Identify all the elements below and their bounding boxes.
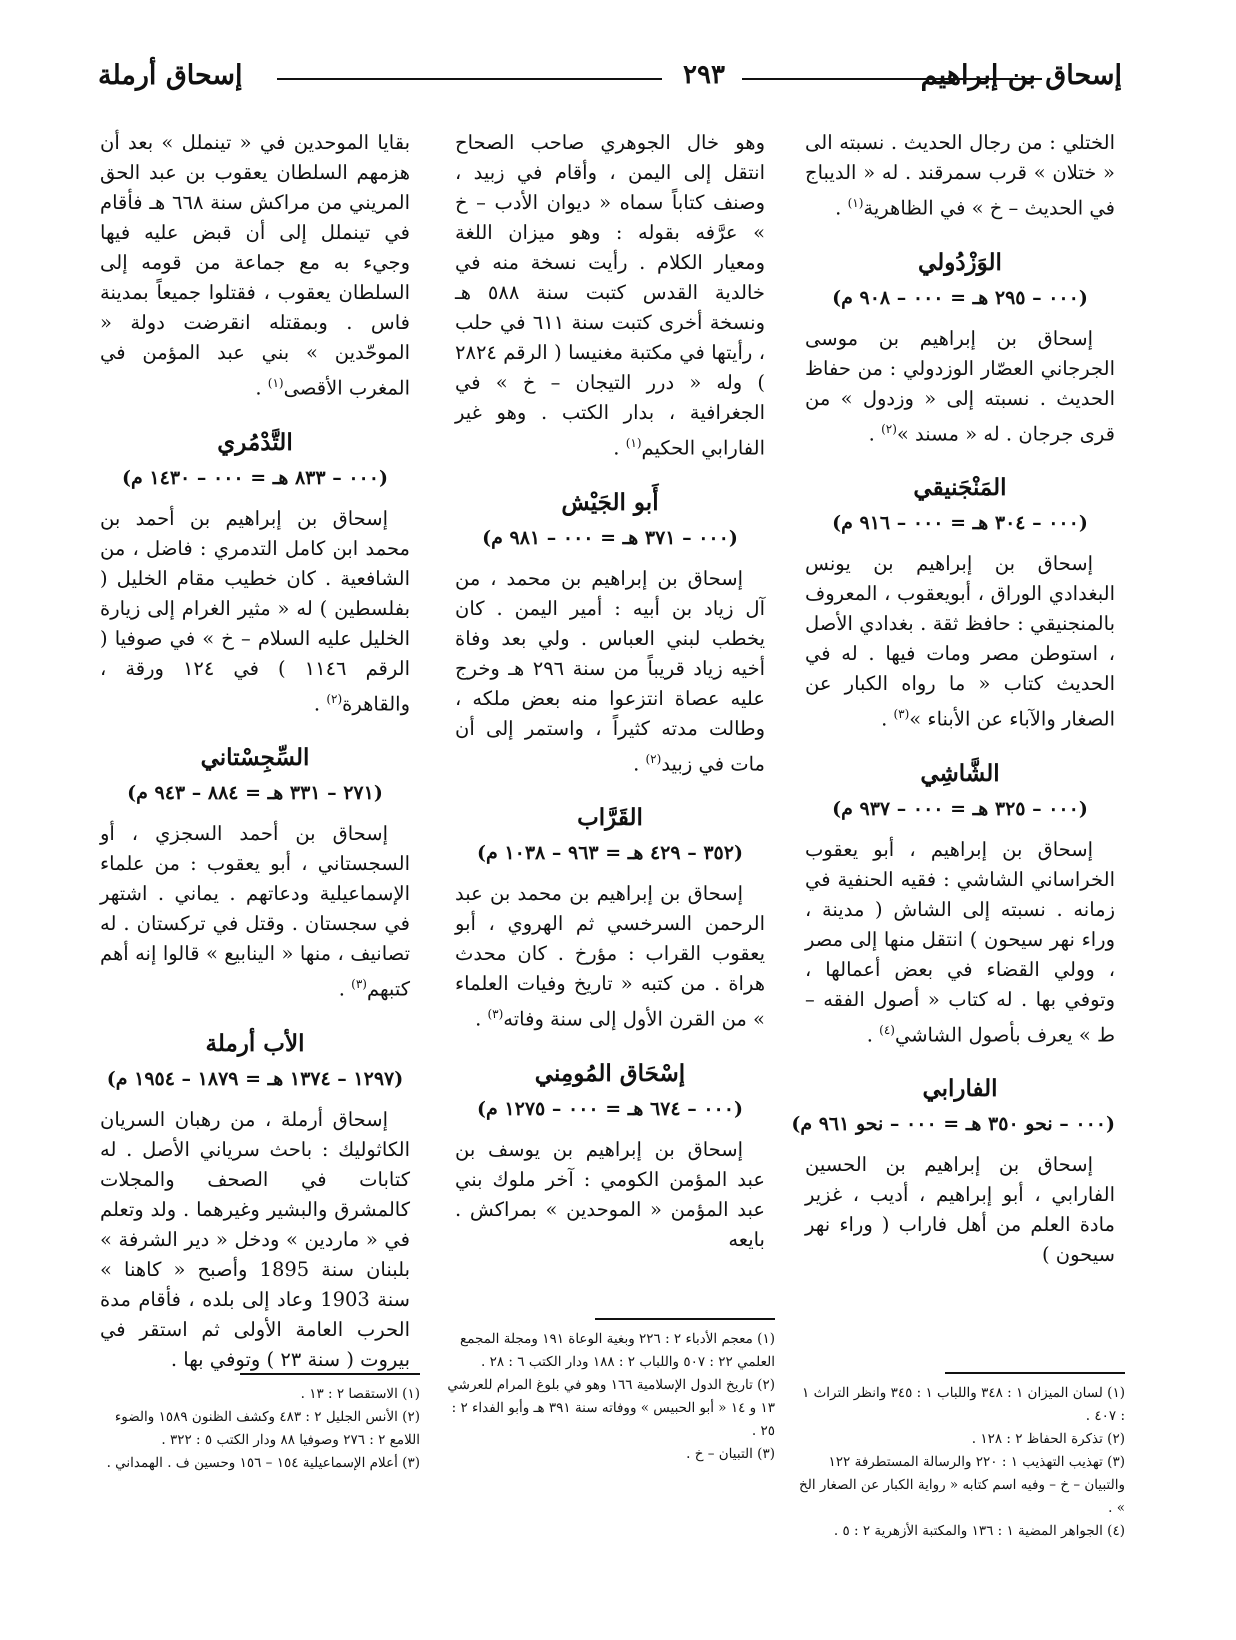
entry-dates: (٠٠٠ – ٣٢٥ هـ = ٠٠٠ – ٩٣٧ م) [832, 797, 1088, 820]
footnote: (١) الاستقصا ٢ : ١٣ . [300, 1386, 420, 1402]
entry-dates: (١٢٩٧ – ١٣٧٤ هـ = ١٨٧٩ – ١٩٥٤ م) [106, 1067, 404, 1090]
biography-entry [455, 801, 765, 1035]
entry-dates: (٠٠٠ – ٦٧٤ هـ = ٠٠٠ – ١٢٧٥ م) [477, 1097, 743, 1120]
entry-name: الفارابي [922, 1075, 998, 1102]
footnotes-middle [445, 1318, 775, 1466]
column-left [100, 128, 410, 1397]
entry-body: إسحاق بن إبراهيم بن محمد ، من آل زياد بن أبيه : أمير اليمن . كان يخطب لبني العباس . ولي بعد وفاة أخيه زياد قريباً من سنة ٢٩٦ هـ وخرج عليه عصاة انتزعوا منه بعض ملكه ، وطالت مدته كثيراً ، واستمر إلى أن مات في زبيد$^{(٢)}$ . [455, 566, 766, 775]
entry-body: إسحاق بن أحمد السجزي ، أو السجستاني ، أبو يعقوب : من علماء الإسماعيلية ودعاتهم . يماني . اشتهر في سجستان . وقتل في تركستان . له تصانيف ، منها « الينابيع » قالوا إنه أهم كتبهم$^{(٣)}$ . [100, 822, 410, 1001]
entry-name: السِّجِسْتاني [200, 744, 310, 771]
biography-entry [100, 426, 410, 720]
entry-body: إسحاق بن إبراهيم بن محمد بن عبد الرحمن السرخسي ثم الهروي ، أبو يعقوب القراب : مؤرخ . كان محدث هراة . من كتبه « تاريخ وفيات العلماء » من القرن الأول إلى سنة وفاته$^{(٣)}$ . [455, 882, 765, 1031]
footnote-divider [595, 1318, 775, 1320]
biography-entry [805, 471, 1115, 735]
footnote: (٢) الأنس الجليل ٢ : ٤٨٣ وكشف الظنون ١٥٨٩ والضوء اللامع ٢ : ٢٧٦ وصوفيا ٨٨ ودار الكتب ٥ : ٣٢٢ . [114, 1409, 420, 1448]
biography-entry [805, 246, 1115, 450]
footnote-marker: (١) [625, 436, 642, 450]
header-right-title: إسحاق بن إبراهيم [920, 60, 1122, 91]
footnote-marker: (٢) [645, 751, 662, 766]
continued-text: بقايا الموحدين في « تينملل » بعد أن هزمهم السلطان يعقوب بن عبد الحق المريني من مراكش سنة ٦٦٨ هـ فأقام في تينملل إلى أن قبض عليه فيها وجيء به مع جماعة من قومه إلى السلطان يعقوب ، فقتلوا جميعاً بمدينة فاس . وبمقتله انقرضت دولة « الموحّدين » بني عبد المؤمن في المغرب الأقصى$^{(١)}$ . [100, 131, 410, 400]
entry-name: الوَزْدُولي [918, 248, 1002, 276]
biography-entry [791, 1072, 1115, 1270]
continued-text: وهو خال الجوهري صاحب الصحاح انتقل إلى اليمن ، وأقام في زبيد ، وصنف كتاباً سماه « ديوان الأدب – خ » عرَّفه بقوله : وهو ميزان اللغة ومعيار الكلام . رأيت نسخة منه في خالدية القدس كتبت سنة ٥٨٨ هـ ونسخة أخرى كتبت سنة ٦١١ في حلب ، رأيتها في مكتبة مغنيسا ( الرقم ٢٨٢٤ ) وله « درر التيجان – خ » في الجغرافية ، بدار الكتب . وهو غير الفارابي الحكيم$^{(١)}$ . [455, 131, 765, 460]
footnote: (٢) تذكرة الحفاظ ٢ : ١٢٨ . [971, 1431, 1125, 1447]
footnote-marker: (١) [847, 196, 864, 210]
column-right [791, 128, 1115, 1292]
entry-name: المَنْجَنيقي [913, 474, 1007, 501]
footnote-marker: (٢) [326, 691, 343, 706]
entry-name: التَّدْمُري [217, 428, 293, 456]
biography-entry [805, 757, 1115, 1051]
entry-dates: (٠٠٠ – ٢٩٥ هـ = ٠٠٠ – ٩٠٨ م) [832, 286, 1088, 309]
page-number: ٢٩٣ [683, 60, 725, 90]
footnote: (٢) تاريخ الدول الإسلامية ١٦٦ وهو في بلوغ المرام للعرشي ١٣ و ١٤ « أبو الحبيس » ووفاته سنة ٣٩١ هـ وأبو الفداء ٢ : ٢٥ . [447, 1377, 775, 1439]
entry-name: القَرَّاب [577, 804, 643, 831]
entry-dates: (٠٠٠ – ٣٠٤ هـ = ٠٠٠ – ٩١٦ م) [832, 512, 1088, 534]
entry-name: إسْحَاق المُومِني [534, 1059, 686, 1087]
footnote: (٤) الجواهر المضية ١ : ١٣٦ والمكتبة الأزهرية ٢ : ٥ . [833, 1523, 1125, 1539]
footnote: (٣) تهذيب التهذيب ١ : ٢٢٠ والرسالة المستطرفة ١٢٢ والتبيان – خ – وفيه اسم كتابه « رواية الكبار عن الصغار الخ » . [799, 1454, 1125, 1516]
biography-entry [455, 486, 765, 780]
entry-name: الأب أرملة [205, 1029, 305, 1057]
entry-dates: (٢٧١ – ٣٣١ هـ = ٨٨٤ – ٩٤٣ م) [127, 782, 383, 804]
header-left-title: إسحاق أرملة [98, 60, 243, 91]
entry-body: إسحاق أرملة ، من رهبان السريان الكاثوليك : باحث سرياني الأصل . له كتابات في الصحف والمجلات كالمشرق والبشير وغيرهما . ولد وتعلم في « ماردين » ودخل « دير الشرفة » بلبنان سنة 1895 وأصبح « كاهنا » سنة 1903 وعاد إلى بلده ، فأقام مدة الحرب العامة الأولى ثم استقر في بيروت ( سنة ٢٣ ) وتوفي بها . [100, 1107, 410, 1371]
entry-body: إسحاق بن إبراهيم بن أحمد بن محمد ابن كامل التدمري : فاضل ، من الشافعية . كان خطيب مقام الخليل ( بفلسطين ) له « مثير الغرام إلى زيارة الخليل عليه السلام – خ » في صوفيا ( الرقم ١١٤٦ ) في ١٢٤ ورقة ، والقاهرة$^{(٢)}$ . [100, 506, 410, 715]
entry-body: إسحاق بن إبراهيم بن الحسين الفارابي ، أبو إبراهيم ، أديب ، غزير مادة العلم من أهل فاراب ( وراء نهر سيحون ) [805, 1153, 1115, 1266]
entry-body: إسحاق بن إبراهيم ، أبو يعقوب الخراساني الشاشي : فقيه الحنفية في زمانه . نسبته إلى الشاش ( مدينة ، وراء نهر سيحون ) انتقل منها إلى مصر ، وولي القضاء في بعض أعمالها ، وتوفي بها . له كتاب « أصول الفقه – ط » يعرف بأصول الشاشي$^{(٤)}$ . [805, 837, 1115, 1046]
entry-dates: (٣٥٢ – ٤٢٩ هـ = ٩٦٣ – ١٠٣٨ م) [477, 842, 743, 864]
footnote-marker: (٢) [881, 421, 897, 436]
biography-entry [100, 741, 410, 1005]
footnote-divider [945, 1372, 1125, 1374]
biography-entry [455, 1057, 765, 1255]
running-header [92, 60, 1122, 100]
entry-name: أَبو الجَيْش [561, 488, 659, 516]
biography-entry [100, 1027, 410, 1375]
footnote-marker: (٣) [487, 1007, 504, 1021]
entry-dates: (٠٠٠ – ٨٣٣ هـ = ٠٠٠ – ١٤٣٠ م) [122, 466, 388, 489]
continued-text: الختلي : من رجال الحديث . نسبته الى « ختلان » قرب سمرقند . له « الديباج في الحديث – خ » في الظاهرية$^{(١)}$ . [805, 131, 1115, 220]
footnote: (١) لسان الميزان ١ : ٣٤٨ واللباب ١ : ٣٤٥ وانظر التراث ١ : ٤٠٧ . [802, 1385, 1125, 1424]
footnotes-right [795, 1372, 1125, 1543]
footnote: (٣) أعلام الإسماعيلية ١٥٤ – ١٥٦ وحسين ف . الهمداني . [106, 1455, 420, 1471]
header-rule-left [277, 78, 662, 80]
footnote-marker: (٤) [879, 1022, 895, 1037]
footnotes-left [90, 1373, 420, 1475]
footnote: (٣) التبيان – خ . [686, 1446, 775, 1462]
column-middle [455, 128, 765, 1277]
footnote: (١) معجم الأدباء ٢ : ٢٢٦ وبغية الوعاة ١٩١ ومجلة المجمع العلمي ٢٢ : ٥٠٧ واللباب ٢ : ١٨٨ ودار الكتب ٦ : ٢٨ . [460, 1331, 775, 1370]
entry-dates: (٠٠٠ – نحو ٣٥٠ هـ = ٠٠٠ – نحو ٩٦١ م) [791, 1113, 1115, 1135]
entry-body: إسحاق بن إبراهيم بن موسى الجرجاني العصّار الوزدولي : من حفاظ الحديث . نسبته إلى « وزدول » من قرى جرجان . له « مسند »$^{(٢)}$ . [805, 326, 1115, 445]
entry-body: إسحاق بن إبراهيم بن يوسف بن عبد المؤمن الكومي : آخر ملوك بني عبد المؤمن « الموحدين » بمراكش . بايعه [455, 1137, 765, 1251]
entry-dates: (٠٠٠ – ٣٧١ هـ = ٠٠٠ – ٩٨١ م) [482, 526, 738, 549]
entry-name: الشَّاشِي [920, 759, 1000, 787]
entry-body: إسحاق بن إبراهيم بن يونس البغدادي الوراق ، أبويعقوب ، المعروف بالمنجنيقي : حافظ ثقة . بغدادي الأصل ، استوطن مصر ومات فيها . له في الحديث كتاب « ما رواه الكبار عن الصغار والآباء عن الأبناء »$^{(٣)}$ . [805, 552, 1115, 731]
footnote-divider [240, 1373, 420, 1375]
footnote-marker: (٣) [351, 977, 367, 991]
footnote-marker: (١) [267, 376, 284, 390]
footnote-marker: (٣) [893, 707, 910, 721]
